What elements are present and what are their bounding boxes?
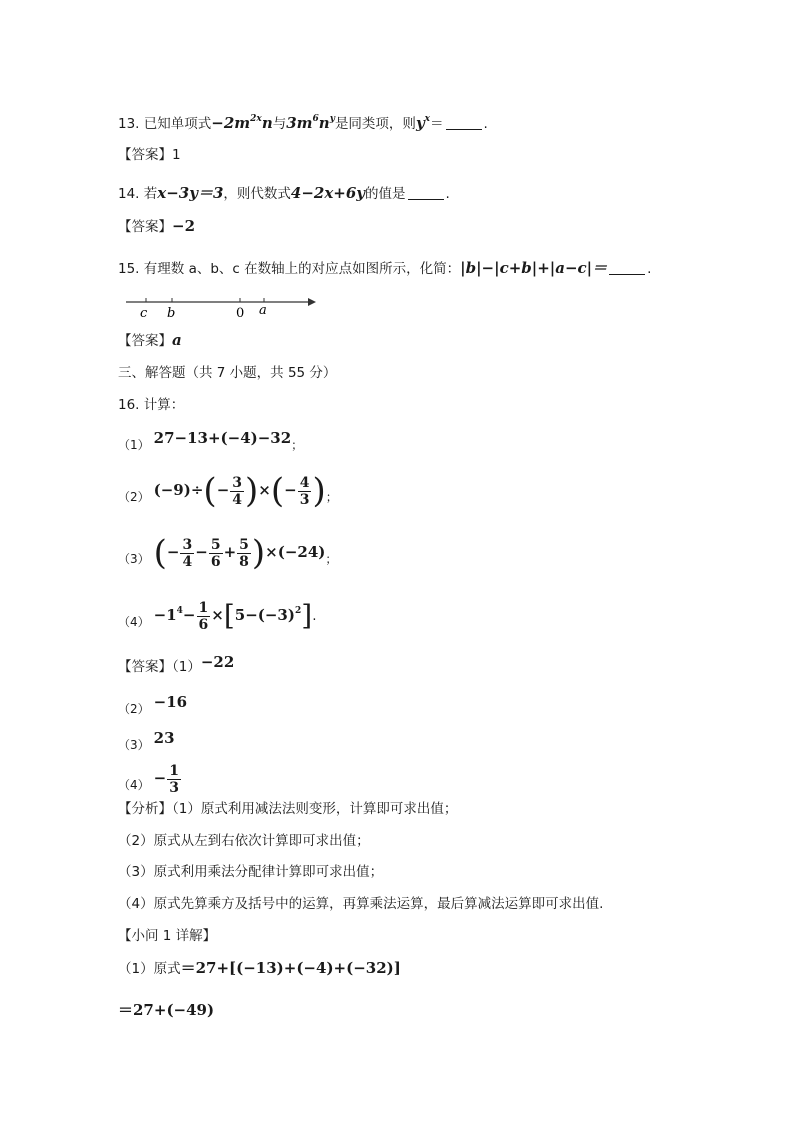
fraction: $\frac{3}{4}$ <box>232 474 243 508</box>
number-line-figure <box>122 292 322 322</box>
question-text: 若 <box>143 186 158 202</box>
label-c: c <box>140 306 148 321</box>
analysis-line-4: （4）原式先算乘方及括号中的运算，再算乘法运算，最后算减法运算即可求出值. <box>118 896 604 912</box>
q16-part-1 <box>118 428 307 455</box>
answer-label: 【答案】 <box>118 659 172 675</box>
question-13 <box>118 113 488 134</box>
algebraic-expression: 4−2x+6y <box>290 184 365 202</box>
detail-step-1 <box>118 958 401 979</box>
part-index: （4） <box>118 615 150 629</box>
arrow-head-icon <box>308 298 316 306</box>
analysis-line-3: （3）原式利用乘法分配律计算即可求出值； <box>118 864 384 880</box>
question-number: 16. <box>118 397 140 413</box>
period: . <box>647 261 652 277</box>
question-number: 13. <box>118 116 140 132</box>
analysis-line-1 <box>118 799 457 819</box>
answer-value: −2 <box>172 217 196 235</box>
monomial-1: $-2m^{2x}n$ <box>211 114 273 132</box>
question-text: ，则代数式 <box>223 186 291 202</box>
answer-13 <box>118 145 181 165</box>
part-index: （3） <box>118 738 150 752</box>
fraction: $\frac{3}{4}$ <box>182 536 193 570</box>
fraction: $\frac{1}{3}$ <box>169 762 179 796</box>
question-15 <box>118 258 651 279</box>
section-heading: 三、解答题（共 7 小题，共 55 分） <box>118 365 337 381</box>
analysis-text: （1）原式利用减法法则变形，计算即可求出值； <box>172 801 458 817</box>
answer-16-4: （4） − $\frac{1}{3}$ <box>118 762 179 796</box>
q16-part-4: $(4) -1^4-$ $\frac{1}{6}$ $\times[5-(-3)^2]$. <box>118 599 317 633</box>
detail-heading: 【小问 1 详解】 <box>118 928 217 944</box>
answer-label: 【答案】 <box>118 333 172 349</box>
period: . <box>312 608 317 624</box>
expression: ＝27+[(−13)+(−4)+(−32)] <box>180 959 401 977</box>
part-index: （1） <box>172 659 201 675</box>
condition-expression: x−3y＝3 <box>157 184 224 202</box>
part-index: （2） <box>118 702 150 716</box>
question-number: 15. <box>118 261 140 277</box>
semicolon: ； <box>325 552 338 566</box>
question-14 <box>118 183 450 204</box>
part-index: （2） <box>118 490 150 504</box>
answer-value: −16 <box>153 693 188 711</box>
question-text: 有理数 a、b、c 在数轴上的对应点如图所示，化简： <box>143 261 461 277</box>
expression-prefix: (−9)÷ <box>153 481 204 499</box>
label-a: a <box>259 303 267 318</box>
q16-part-2: （2） (−9)÷(− $\frac{3}{4}$ )×(− $\frac{4}{3}$ )； <box>118 471 338 511</box>
equals-sign: ＝ <box>430 116 444 132</box>
fraction: $\frac{5}{8}$ <box>239 536 249 570</box>
answer-14 <box>118 216 195 237</box>
expression-y-x: $y^x$ <box>415 114 431 132</box>
answer-blank <box>446 117 482 130</box>
analysis-label: 【分析】 <box>118 801 172 817</box>
part-index: （4） <box>118 778 150 792</box>
fraction: $\frac{4}{3}$ <box>299 474 310 508</box>
answer-16-2 <box>118 692 187 719</box>
detail-prefix: （1）原式 <box>118 961 181 977</box>
fraction: $\frac{5}{6}$ <box>210 536 221 570</box>
part-index: （1） <box>118 438 150 452</box>
answer-16-3 <box>118 728 175 755</box>
period: . <box>445 186 450 202</box>
answer-value: −22 <box>200 653 235 671</box>
answer-value: 23 <box>153 729 175 747</box>
semicolon: ； <box>325 490 338 504</box>
answer-label: 【答案】 <box>118 219 172 235</box>
answer-16-1 <box>118 652 234 677</box>
answer-blank <box>408 187 444 200</box>
answer-label: 【答案】 <box>118 147 172 163</box>
question-number: 14. <box>118 186 140 202</box>
analysis-line-2: （2）原式从左到右依次计算即可求出值； <box>118 833 370 849</box>
question-text: 已知单项式 <box>143 116 212 132</box>
detail-step-2 <box>118 1000 214 1021</box>
expression: ＝27+(−49) <box>118 1001 215 1019</box>
question-16 <box>118 395 184 415</box>
expression: 27−13+(−4)−32 <box>153 429 292 447</box>
answer-blank <box>609 262 645 275</box>
semicolon: ； <box>291 438 304 452</box>
question-text: 计算： <box>143 397 185 413</box>
part-index: （3） <box>118 552 150 566</box>
answer-value: 1 <box>172 147 181 163</box>
answer-15 <box>118 330 182 351</box>
q16-part-3: （3） (− $\frac{3}{4}$ − $\frac{5}{6}$ + $\frac{5}{8}$ )×(−24)； <box>118 533 338 573</box>
absolute-value-expression: |b|−|c+b|+|a−c|＝ <box>460 259 608 277</box>
period: . <box>483 116 488 132</box>
question-text: 的值是 <box>365 186 406 202</box>
expression-suffix: ×(−24) <box>265 543 326 561</box>
question-text: 与 <box>272 116 287 132</box>
fraction: $\frac{1}{6}$ <box>198 599 209 633</box>
monomial-2: $3m^6n^y$ <box>286 114 335 132</box>
label-b: b <box>167 306 176 321</box>
answer-value: a <box>172 331 182 349</box>
label-zero: 0 <box>236 306 245 321</box>
question-text: 是同类项，则 <box>334 116 416 132</box>
